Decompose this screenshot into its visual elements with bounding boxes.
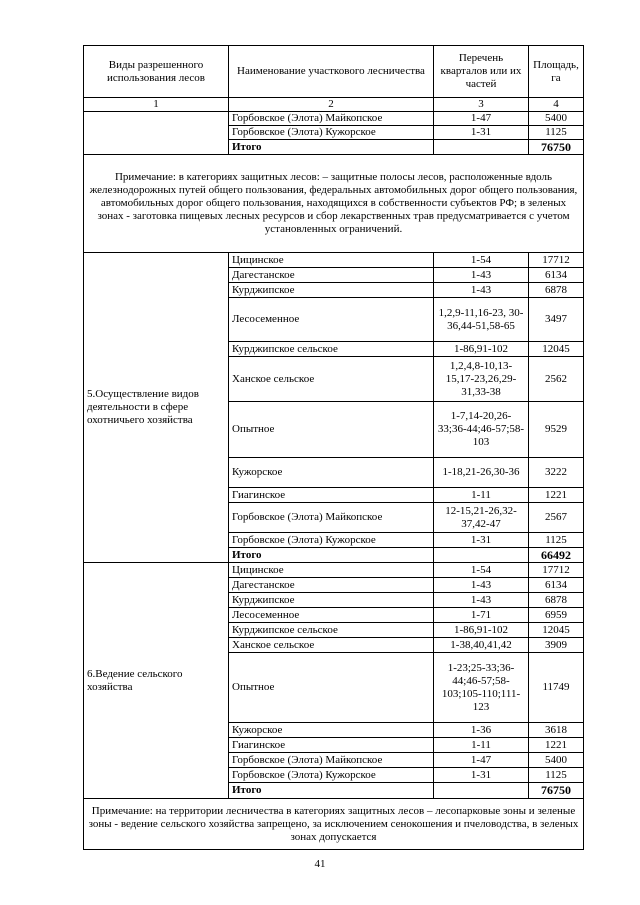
forestry-name: Дагестанское xyxy=(229,268,434,283)
quarters-value: 1-7,14-20,26-33;36-44;46-57;58-103 xyxy=(434,402,529,458)
header-row xyxy=(84,46,584,98)
total-label: Итого xyxy=(229,783,434,799)
forestry-name: Кужорское xyxy=(229,723,434,738)
quarters-value: 1-31 xyxy=(434,533,529,548)
area-value: 11749 xyxy=(529,653,584,723)
use-type-cell-continued xyxy=(84,112,229,155)
area-value: 2567 xyxy=(529,503,584,533)
area-value: 3497 xyxy=(529,298,584,342)
forestry-name: Горбовское (Элота) Кужорское xyxy=(229,768,434,783)
page-number: 41 xyxy=(314,858,326,870)
quarters-value: 1-43 xyxy=(434,593,529,608)
header-area: Площадь, га xyxy=(529,46,584,98)
total-area: 76750 xyxy=(529,783,584,799)
quarters-value: 1-43 xyxy=(434,268,529,283)
quarters-value: 1-43 xyxy=(434,283,529,298)
forestry-name: Дагестанское xyxy=(229,578,434,593)
area-value: 6134 xyxy=(529,268,584,283)
area-value: 5400 xyxy=(529,753,584,768)
area-value: 6878 xyxy=(529,593,584,608)
forestry-name: Гиагинское xyxy=(229,738,434,753)
note-agriculture: Примечание: на территории лесничества в категориях защитных лесов – лесопарковые зоны и зеленые зоны - ведение сельского хозяйства запрещено, за исключением сенокошения и пчеловодства, в зеленых зонах допускается xyxy=(84,799,584,850)
forestry-name: Гиагинское xyxy=(229,488,434,503)
forestry-name: Курджипское xyxy=(229,593,434,608)
header-quarters: Перечень кварталов или их частей xyxy=(434,46,529,98)
table-row xyxy=(84,112,584,126)
note-protective-forests: Примечание: в категориях защитных лесов: – защитные полосы лесов, расположенные вдоль железнодорожных путей общего пользования, федеральных автомобильных дорог общего пользования, автомобильных дорог общего пользования, находящихся в собственности субъектов РФ; в зеленых зонах - заготовка пищевых лесных ресурсов и сбор лекарственных трав предусматривается с учетом установленных ограничений. xyxy=(84,155,584,253)
forest-use-table xyxy=(83,45,584,850)
table-row xyxy=(84,253,584,268)
forestry-name: Ханское сельское xyxy=(229,638,434,653)
column-number: 3 xyxy=(434,98,529,112)
forestry-name: Горбовское (Элота) Майкопское xyxy=(229,112,434,126)
quarters-value: 1-18,21-26,30-36 xyxy=(434,458,529,488)
quarters-value: 1-38,40,41,42 xyxy=(434,638,529,653)
quarters-value: 1-31 xyxy=(434,768,529,783)
quarters-value: 1-11 xyxy=(434,488,529,503)
area-value: 3222 xyxy=(529,458,584,488)
column-number: 4 xyxy=(529,98,584,112)
area-value: 5400 xyxy=(529,112,584,126)
quarters-value: 1-86,91-102 xyxy=(434,623,529,638)
empty-cell xyxy=(434,548,529,563)
quarters-value: 1,2,9-11,16-23, 30-36,44-51,58-65 xyxy=(434,298,529,342)
forestry-name: Ханское сельское xyxy=(229,357,434,402)
area-value: 1125 xyxy=(529,768,584,783)
column-number: 1 xyxy=(84,98,229,112)
area-value: 1125 xyxy=(529,533,584,548)
total-label: Итого xyxy=(229,548,434,563)
forestry-name: Цицинское xyxy=(229,563,434,578)
forestry-name: Курджипское сельское xyxy=(229,342,434,357)
forestry-name: Горбовское (Элота) Майкопское xyxy=(229,753,434,768)
forestry-name: Опытное xyxy=(229,653,434,723)
quarters-value: 1-23;25-33;36-44;46-57;58-103;105-110;111-123 xyxy=(434,653,529,723)
quarters-value: 12-15,21-26,32-37,42-47 xyxy=(434,503,529,533)
quarters-value: 1-71 xyxy=(434,608,529,623)
quarters-value: 1,2,4,8-10,13-15,17-23,26,29-31,33-38 xyxy=(434,357,529,402)
empty-cell xyxy=(434,783,529,799)
forestry-name: Лесосеменное xyxy=(229,608,434,623)
forestry-name: Курджипское сельское xyxy=(229,623,434,638)
quarters-value: 1-86,91-102 xyxy=(434,342,529,357)
empty-cell xyxy=(434,140,529,155)
header-use-type: Виды разрешенного использования лесов xyxy=(84,46,229,98)
area-value: 1221 xyxy=(529,738,584,753)
total-area: 66492 xyxy=(529,548,584,563)
column-number: 2 xyxy=(229,98,434,112)
area-value: 6959 xyxy=(529,608,584,623)
quarters-value: 1-54 xyxy=(434,253,529,268)
area-value: 17712 xyxy=(529,253,584,268)
forestry-name: Горбовское (Элота) Кужорское xyxy=(229,126,434,140)
quarters-value: 1-36 xyxy=(434,723,529,738)
note-row xyxy=(84,155,584,253)
area-value: 1221 xyxy=(529,488,584,503)
area-value: 1125 xyxy=(529,126,584,140)
area-value: 3909 xyxy=(529,638,584,653)
forestry-name: Курджипское xyxy=(229,283,434,298)
use-type-agriculture: 6.Ведение сельского хозяйства xyxy=(84,563,229,799)
area-value: 6878 xyxy=(529,283,584,298)
area-value: 6134 xyxy=(529,578,584,593)
column-number-row xyxy=(84,98,584,112)
quarters-value: 1-47 xyxy=(434,753,529,768)
note-row xyxy=(84,799,584,850)
area-value: 9529 xyxy=(529,402,584,458)
quarters-value: 1-47 xyxy=(434,112,529,126)
total-label: Итого xyxy=(229,140,434,155)
area-value: 17712 xyxy=(529,563,584,578)
quarters-value: 1-54 xyxy=(434,563,529,578)
quarters-value: 1-43 xyxy=(434,578,529,593)
forestry-name: Кужорское xyxy=(229,458,434,488)
forestry-name: Горбовское (Элота) Майкопское xyxy=(229,503,434,533)
quarters-value: 1-31 xyxy=(434,126,529,140)
forestry-name: Цицинское xyxy=(229,253,434,268)
table-row xyxy=(84,563,584,578)
use-type-hunting: 5.Осуществление видов деятельности в сфере охотничьего хозяйства xyxy=(84,253,229,563)
forestry-name: Горбовское (Элота) Кужорское xyxy=(229,533,434,548)
forestry-name: Опытное xyxy=(229,402,434,458)
area-value: 12045 xyxy=(529,623,584,638)
area-value: 2562 xyxy=(529,357,584,402)
area-value: 12045 xyxy=(529,342,584,357)
header-forestry-name: Наименование участкового лесничества xyxy=(229,46,434,98)
total-area: 76750 xyxy=(529,140,584,155)
forestry-name: Лесосеменное xyxy=(229,298,434,342)
quarters-value: 1-11 xyxy=(434,738,529,753)
area-value: 3618 xyxy=(529,723,584,738)
